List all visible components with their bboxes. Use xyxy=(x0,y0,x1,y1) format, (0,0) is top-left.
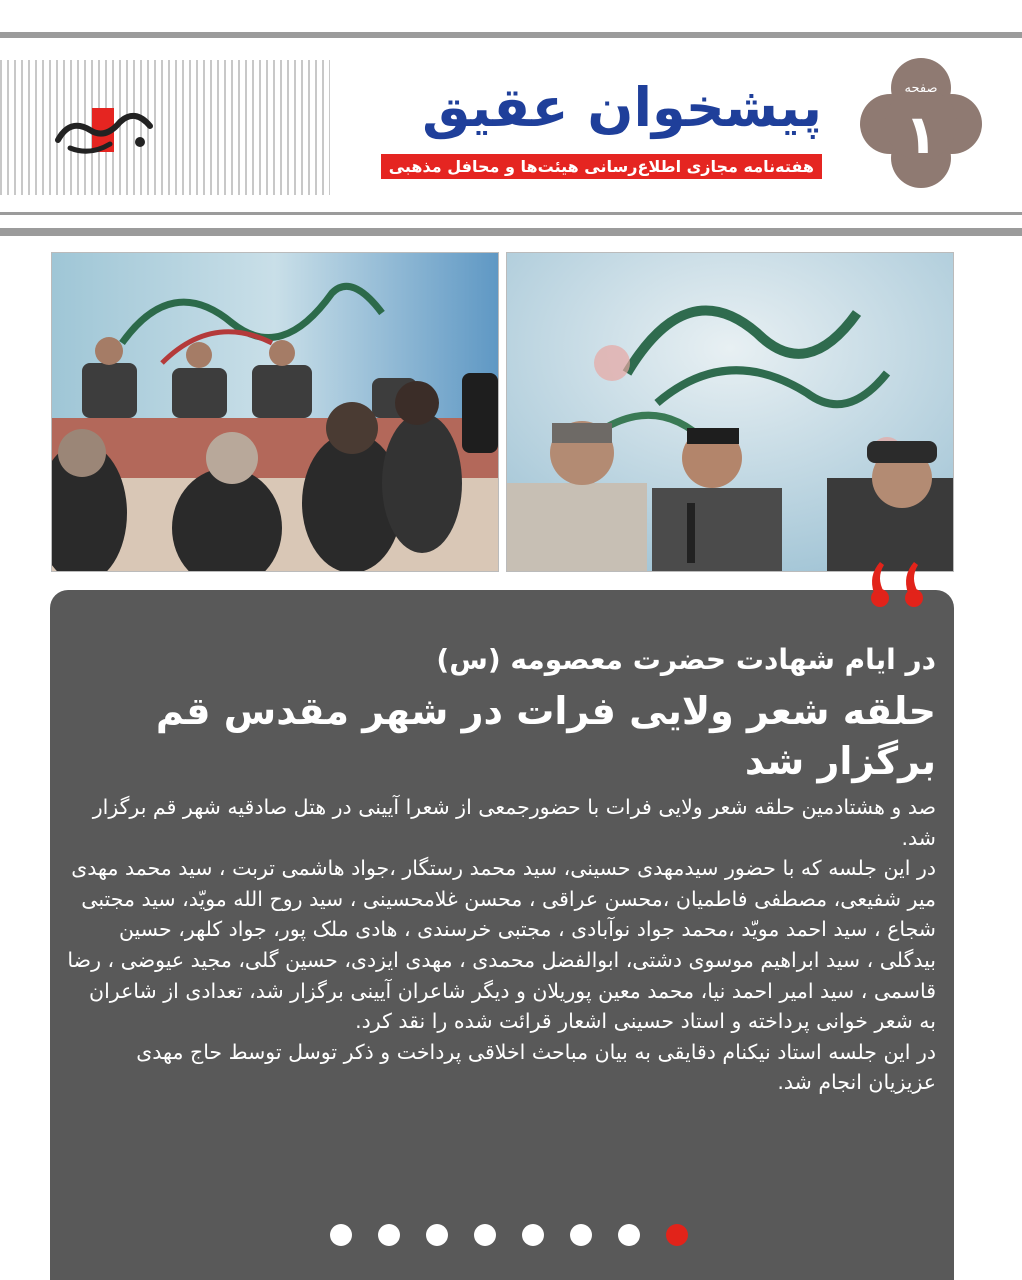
article-paragraph: صد و هشتادمین حلقه شعر ولایی فرات با حضورجمعی از شعرا آیینی در هتل صادقیه شهر قم برگزار شد. xyxy=(92,795,936,850)
carousel-pagination xyxy=(330,1224,690,1248)
bottom-rule-thin xyxy=(0,212,1022,215)
bottom-rule-thick xyxy=(0,228,1022,236)
carousel-dot[interactable] xyxy=(522,1224,544,1246)
carousel-dot[interactable] xyxy=(618,1224,640,1246)
article-kicker: در ایام شهادت حضرت معصومه (س) xyxy=(436,643,936,676)
carousel-dot[interactable] xyxy=(378,1224,400,1246)
page-number: ۱ xyxy=(904,103,938,166)
article-paragraph: در این جلسه استاد نیکنام دقایقی به بیان مباحث اخلاقی پرداخت و ذکر توسل توسط حاج مهدی عزیزیان انجام شد. xyxy=(136,1039,936,1095)
article-headline: حلقه شعر ولایی فرات در شهر مقدس قم برگزار شد xyxy=(155,689,936,783)
event-photo-closeup xyxy=(506,252,954,572)
masthead-title-block xyxy=(360,68,822,198)
article-paragraph: در این جلسه که با حضور سیدمهدی حسینی، سید محمد رستگار ،جواد هاشمی تربت ، سید محمد مهدی میر شفیعی، مصطفی فاطمیان ،محسن عراقی ، محسن غلامحسینی ، سید روح الله مویّد، سید مجتبی شجاع ، سید احمد مویّد ،محمد جواد نوآبادی ، مجتبی خرسندی ، هادی ملک پور، جواد کلهر، حسین بیدگلی ، سید ابراهیم موسوی دشتی، ابوالفضل محمدی ، مهدی ایزدی، حسین گلی، مجید عیوضی ، رضا قاسمی ، سید امیر احمد نیا، محمد معین پوریلان و دیگر شاعران آیینی برگزار شد، تعدادی از شاعران به شعر خوانی پرداخته و استاد حسینی اشعار قرائت شده را نقد کرد. xyxy=(67,856,936,1034)
quote-icon xyxy=(862,548,932,618)
carousel-dot[interactable] xyxy=(474,1224,496,1246)
aqiq-logo xyxy=(50,100,160,160)
carousel-dot[interactable] xyxy=(330,1224,352,1246)
article-header xyxy=(70,640,936,786)
article-body xyxy=(66,792,936,1098)
carousel-dot[interactable] xyxy=(570,1224,592,1246)
event-photo-wide xyxy=(51,252,499,572)
carousel-dot[interactable] xyxy=(426,1224,448,1246)
carousel-dot-active[interactable] xyxy=(666,1224,688,1246)
page-label: صفحه xyxy=(904,81,938,96)
top-rule xyxy=(0,32,1022,38)
publication-title: پیشخوان عقیق xyxy=(422,76,822,139)
page-number-badge xyxy=(858,58,984,190)
masthead xyxy=(0,40,1022,210)
publication-subtitle: هفته‌نامه مجازی اطلاع‌رسانی هیئت‌ها و محافل مذهبی xyxy=(381,154,822,179)
